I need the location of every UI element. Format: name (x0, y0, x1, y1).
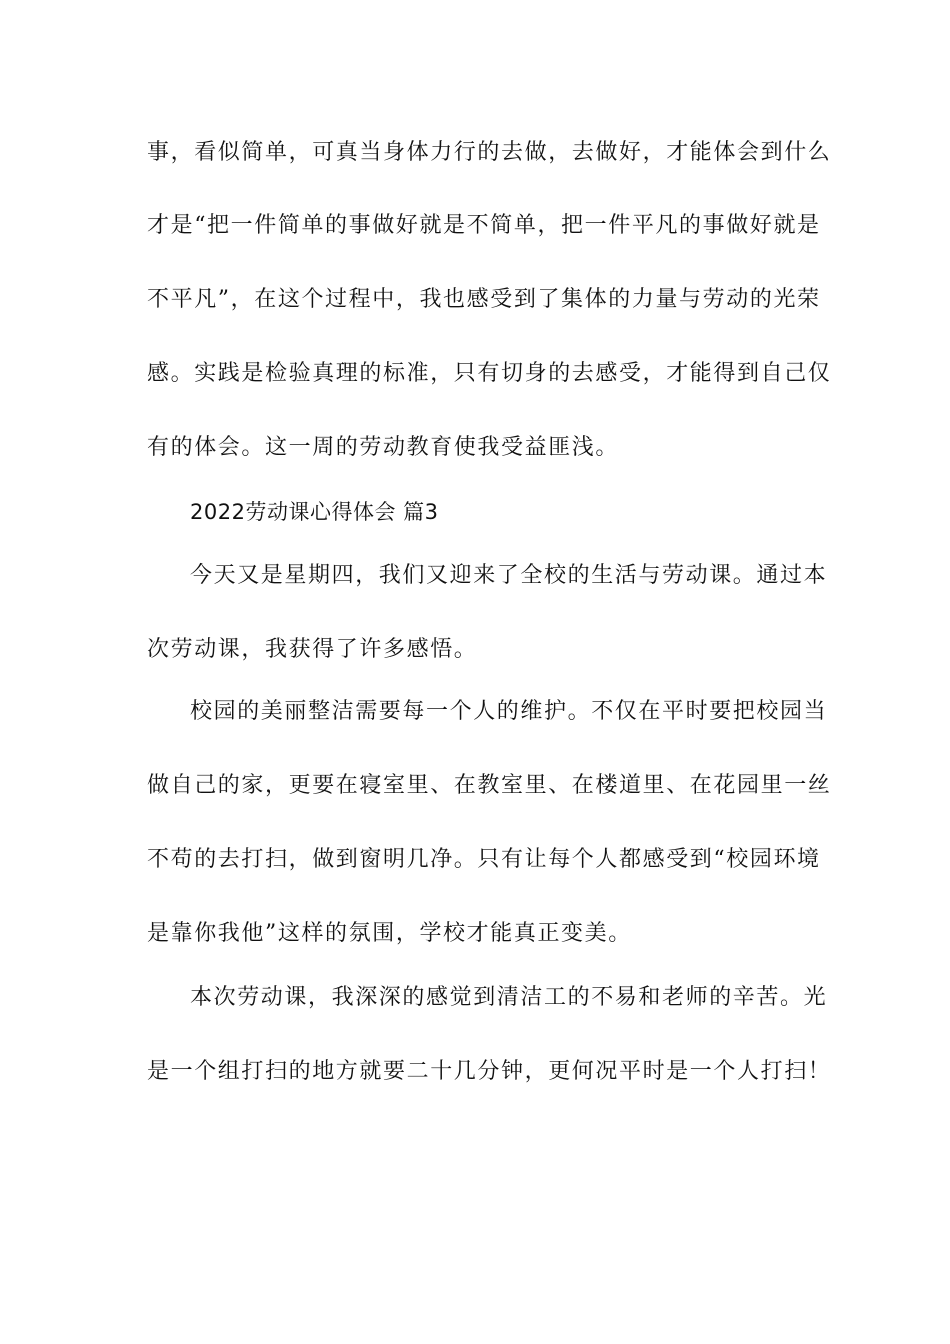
text-line: 才是“把一件简单的事做好就是不简单，把一件平凡的事做好就是 (147, 213, 821, 238)
text-line: 校园的美丽整洁需要每一个人的维护。不仅在平时要把校园当 (190, 699, 828, 724)
text-line: 次劳动课，我获得了许多感悟。 (147, 637, 478, 662)
text-line: 是靠你我他”这样的氛围，学校才能真正变美。 (147, 921, 632, 946)
text-line: 感。实践是检验真理的标准，只有切身的去感受，才能得到自己仅 (147, 361, 832, 386)
text-line: 有的体会。这一周的劳动教育使我受益匪浅。 (147, 435, 620, 460)
text-line: 本次劳动课，我深深的感觉到清洁工的不易和老师的辛苦。光 (190, 985, 828, 1010)
section-heading: 2022劳动课心得体会 篇3 (190, 500, 439, 524)
text-line: 不平凡”，在这个过程中，我也感受到了集体的力量与劳动的光荣 (147, 287, 821, 312)
text-line: 是一个组打扫的地方就要二十几分钟，更何况平时是一个人打扫！ (147, 1059, 832, 1084)
text-line: 做自己的家，更要在寝室里、在教室里、在楼道里、在花园里一丝 (147, 773, 832, 798)
text-line: 事，看似简单，可真当身体力行的去做，去做好，才能体会到什么 (147, 140, 832, 165)
text-line: 今天又是星期四，我们又迎来了全校的生活与劳动课。通过本 (190, 563, 828, 588)
text-line: 不苟的去打扫，做到窗明几净。只有让每个人都感受到“校园环境 (147, 847, 821, 872)
